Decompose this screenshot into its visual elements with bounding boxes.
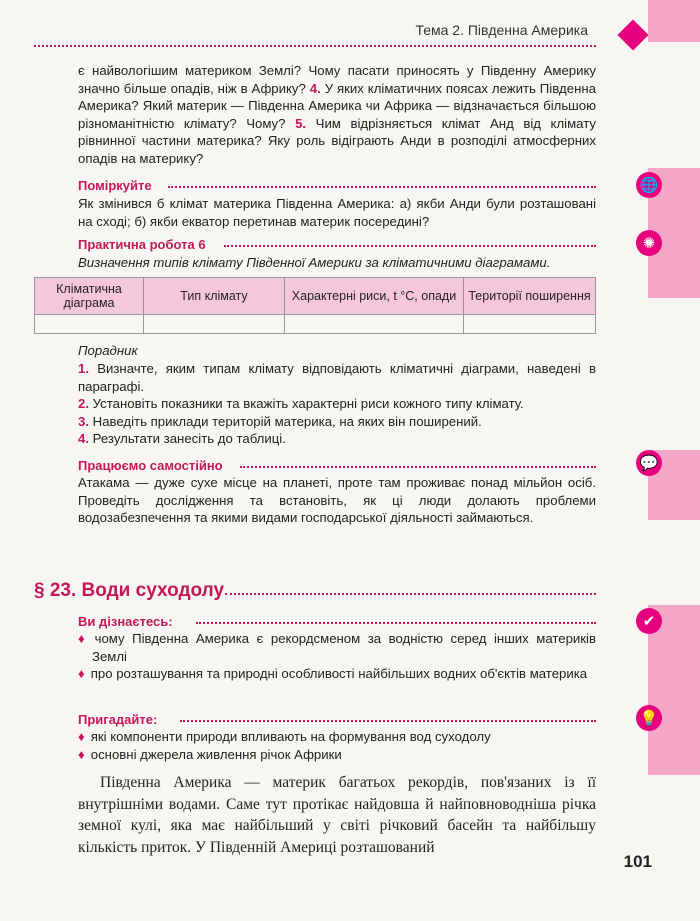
intro-text: є найвологішим материком Землі? Чому пасати приносять у Південну Америку значно більше опадів, ніж в Африку? <box>78 63 596 96</box>
list-item <box>78 430 596 448</box>
section-dotted-rule <box>225 593 596 595</box>
speech-bubble-icon: 💬 <box>636 450 662 476</box>
bullet-icon: ♦ <box>78 746 85 762</box>
step-number: 2. <box>78 396 89 411</box>
climate-table <box>34 277 596 334</box>
lightbulb-icon: 💡 <box>636 705 662 731</box>
practical-heading: Практична робота 6 <box>78 237 206 252</box>
table-cell <box>35 315 144 334</box>
step-text: Установіть показники та вкажіть характерні риси кожного типу клімату. <box>92 396 524 411</box>
table-row <box>35 315 596 334</box>
list-item <box>78 746 596 764</box>
independent-text: Атакама — дуже сухе місце на планеті, проте там проживає понад мільйон осіб. Проведіть дослідження та встановіть, як ці люди долають проблеми водозабезпечення та якими видами господарської діяльності займаються. <box>78 475 596 525</box>
globe-icon: 🌐 <box>636 172 662 198</box>
question-4-text: У яких кліматичних поясах лежить Південна Америка? Який материк — Південна Америка чи Африка — відзначається більшою різноманітністю клімату? Чому? <box>78 80 596 131</box>
page-number: 101 <box>623 852 652 871</box>
step-text: Результати занесіть до таблиці. <box>92 431 286 446</box>
list-item <box>78 395 596 413</box>
bullet-icon: ♦ <box>78 666 85 681</box>
question-number-5: 5. <box>295 115 307 131</box>
compass-icon: ✺ <box>636 230 662 256</box>
checkmark-icon: ✔ <box>636 608 662 634</box>
list-item-text: які компоненти природи впливають на формування вод суходолу <box>90 729 491 744</box>
table-header-cell: Кліматична діаграма <box>35 278 144 315</box>
step-text: Наведіть приклади територій материка, на яких він поширений. <box>92 413 482 429</box>
question-number-4: 4. <box>309 80 321 96</box>
independent-heading: Працюємо самостійно <box>78 458 223 473</box>
table-header-cell: Території поширення <box>464 278 596 315</box>
list-item <box>78 360 596 395</box>
practical-dotted-rule <box>224 245 596 247</box>
think-dotted-rule <box>168 186 596 188</box>
table-cell <box>285 315 464 334</box>
step-number: 4. <box>78 431 89 446</box>
list-item-text: про розташування та природні особливості найбільших водних об'єктів материка <box>90 666 588 681</box>
guide-steps <box>78 360 596 448</box>
table-cell <box>464 315 596 334</box>
recall-heading: Пригадайте: <box>78 712 158 727</box>
header-dotted-rule <box>34 45 596 47</box>
step-number: 1. <box>78 361 89 376</box>
independent-dotted-rule <box>240 466 596 468</box>
table-cell <box>144 315 285 334</box>
body-paragraph: Південна Америка — материк багатьох рекордів, пов'язаних із її внутрішніми водами. Саме тут протікає найдовша й найповноводніша річка земної кулі, яка має найбільший у світі річковий басейн та найбільшу кількість приток. У Південній Америці розташований <box>78 774 596 856</box>
list-item-text: основні джерела живлення річок Африки <box>90 746 342 762</box>
page-header-title: Тема 2. Південна Америка <box>415 22 588 38</box>
think-heading: Поміркуйте <box>78 178 152 193</box>
learn-heading: Ви дізнаєтесь: <box>78 614 173 629</box>
intro-paragraph <box>78 62 596 167</box>
recall-list <box>78 728 596 763</box>
learn-dotted-rule <box>196 622 596 624</box>
practical-subtitle: Визначення типів клімату Південної Америки за кліматичними діаграмами. <box>78 255 551 270</box>
bullet-icon: ♦ <box>78 631 89 646</box>
learn-list <box>78 630 596 683</box>
recall-dotted-rule <box>180 720 596 722</box>
table-header-cell: Тип клімату <box>144 278 285 315</box>
list-item <box>78 413 596 431</box>
table-header-row <box>35 278 596 315</box>
table-header-cell: Характерні риси, t °С, опади <box>285 278 464 315</box>
step-number: 3. <box>78 413 89 429</box>
list-item <box>78 630 596 665</box>
question-5-text: Чим відрізняється клімат Анд від клімату рівнинної частини материка? Яку роль відіграють Анди в розподілі атмосферних опадів на материку? <box>78 115 596 166</box>
bullet-icon: ♦ <box>78 729 85 744</box>
header-diamond-marker <box>617 19 648 50</box>
guide-label: Порадник <box>78 343 138 358</box>
list-item <box>78 665 596 683</box>
margin-tab-top <box>648 0 700 42</box>
section-title: § 23. Води суходолу <box>34 580 225 601</box>
list-item <box>78 728 596 746</box>
step-text: Визначте, яким типам клімату відповідають кліматичні діаграми, наведені в параграфі. <box>78 361 596 394</box>
list-item-text: чому Південна Америка є рекордсменом за водністю серед інших материків Землі <box>92 631 596 664</box>
think-text: Як змінився б клімат материка Південна Америка: а) якби Анди були розташовані на сході; б) якби екватор перетинав материк посередині? <box>78 196 596 229</box>
